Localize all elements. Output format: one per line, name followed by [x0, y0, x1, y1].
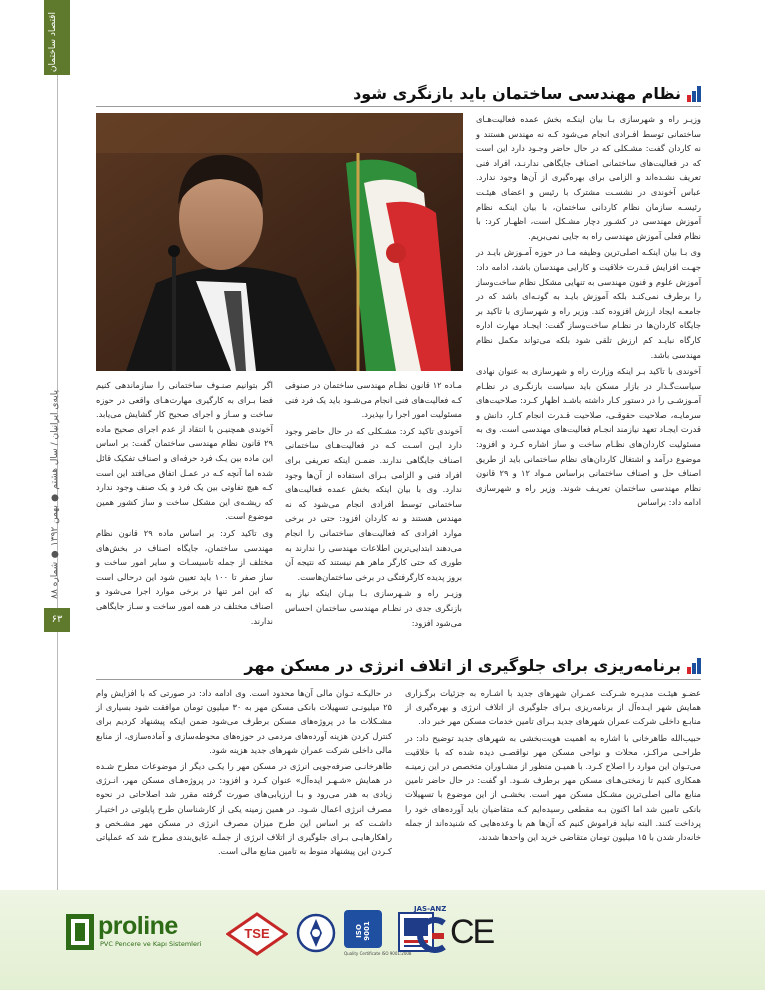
tse-logo: [226, 912, 288, 956]
standard-emblem: [296, 912, 336, 958]
article2-column-left: [96, 686, 392, 860]
paragraph: عضـو هیئـت مدیـره شـرکت عمـران شهرهای جدید با اشـاره به جزئیات برگـزاری همایش شهر ایـده‌آل از برنامه‌ریزی بـرای جلوگیری از اتلاف انرژی و بهره‌گیری از منابـع داخلی شرکت عمران شهرهای جدید بـرای تامین خدمات مسکن مهر خبر داد.: [405, 688, 701, 727]
issue-info: پایه‌ی ایرانیان / سال هشتم ● بهمن ۱۳۹۲ ● شماره ۸۸: [50, 390, 60, 599]
paragraph: وی تاکید کرد: بر اساس ماده ۲۹ قانون نظام مهندسی ساختمان، جایگاه اصناف در بخش‌های مختلف از جمله تاسیسـات و سایر امور ساخت و ساز صفر تا ۱۰۰ باید تعیین شود این درحالی است که این امر تنها در برخی موارد اجرا می‌شود و اصناف مختلف در همه امور ساخت و سـاز جایگاهی ندارند.: [96, 527, 273, 626]
article1-headline: [353, 84, 701, 103]
bar-chart-icon: [687, 86, 701, 102]
iso-caption: Quality Certificate ISO 9001:2008: [344, 951, 412, 956]
paragraph: طاهرخانـی صرفه‌جویی انرژی در مسکن مهر را یکـی دیگر از موضوعات مطرح شـده در همایش «شـهـر ایده‌آل» عنوان کـرد و افزود: در پروژه‌هـای مسکن مهر، انـرژی زیادی به هدر می‌رود و بـا ارزیابی‌های صورت گرفته مقرر شد اصلاحاتی در نحوه مصرف انرژی اعمال شـود. در همین زمینه یکی از کارشناسان طرح پایلوتی در اختیـار داشـت که بر اساس این طرح میزان مصرف انرژی در مسکن مهر مشـخص و راهکارهایـی بـرای جلوگیری از اتلاف انرژی از جملـه عایق‌بندی مطرح شد که عملیاتی کـردن این پیشنهاد منوط به تامین منابع مالی است.: [96, 761, 392, 857]
paragraph: وزیـر راه و شهرسازی بـا بیان اینکـه بخش عمده فعالیت‌هـای ساختمانی توسط افـرادی انجام می‌شود کـه نه مهندس هستند و نه کاردان گفت: مشـکلی که در حال حاضر وجـود دارد این است که در فعالیت‌های ساختمانی اصناف جایگاهی ندارنـد، افراد فنی تعریف نشـده‌اند و الزامی برای بهره‌گیری از آن‌ها وجود ندارد. عباس آخوندی در نشسـت مشترک با رئیس و اعضای هیئـت رئیسـه سازمان نظام کاردانی ساختمان، با بیان اینکـه نظام آموزش مهندسی در کشـور دچار مشـکل است، اظهـار کرد: با نظام فعلی آموزش مهندسی راه به جایی نمی‌بریم.: [476, 114, 701, 241]
jas-anz-logo: [408, 905, 456, 960]
minister-photo: [96, 113, 463, 371]
paragraph: مـاده ۱۲ قانون نظـام مهندسی ساختمان در صنوفی کـه فعالیت‌های فنی انجام می‌شـود باید یک فرد فنی مسئولیت امور اجرا را بپذیرد.: [285, 380, 462, 420]
section-tab: [44, 0, 70, 75]
bar-chart-icon: [687, 658, 701, 674]
paragraph: وی بـا بیان اینکـه اصلی‌ترین وظیفه مـا در حوزه آمـوزش بایـد در جهـت افزایش قـدرت خلاقیت و کارایی مهندسان باشد، ادامه داد: آموزش علوم و فنون مهندسی به تنهایی مشکل نظام ساخت‌وساز را برطرف نمی‌کنـد بلکه آموزش بایـد به گونـه‌ای باشد که در جامعـه ایجاد ارزش افزوده کند. وزیر راه و شهرسازی با تاکید بر جایگاه کاردان‌ها در نظـام ساخت‌وساز گفت: ایجـاد مهارت اداره کارگاه نبایـد کم ارزش تلقی شود بلکه می‌تواند مکمل نظام مهندسی باشد.: [476, 247, 701, 360]
proline-tagline: PVC Pencere ve Kapı Sistemleri: [100, 940, 202, 948]
paragraph: آخوندی تاکید کرد: مشـکلی که در حال حاضر وجود دارد ایـن اسـت کـه در فعالیت‌هـای ساختمانی اصناف جایگاهی ندارند. ضمـن اینکه تعریفی برای افراد فنی و الزامی بـرای استفاده از آن‌ها وجود ندارد. وی با بیان اینکه بخش عمده فعالیت‌های ساختمانی توسط افرادی انجام می‌شود که نه مهندس هستند و نه کاردان افزود: حتی در برخی موارد افرادی که فعالیت‌های ساختمانی را انجام می‌دهند ابتدایی‌ترین اطلاعات مهندسی را ندارند به طوری که حتی کارگر ماهر هم نیستند که نتیجه آن بروز پدیده کارگرفتگی در برخی ساختمان‌هاست.: [285, 425, 462, 582]
paragraph: وزیـر راه و شـهرسازی بـا بیـان اینکه نیاز به بازنگری جدی در نظـام مهندسی ساختمان احساس می‌شود افزود:: [285, 588, 462, 628]
proline-logo: [66, 912, 206, 952]
article1-title: نظام مهندسی ساختمان باید بازنگری شود: [353, 84, 681, 103]
article1-column-left: [96, 378, 273, 630]
article2-column-right: [405, 686, 701, 846]
article2-headline: [244, 656, 701, 675]
section-tab-label: اقتصاد ساختمان: [48, 12, 58, 73]
ce-mark: CE: [450, 913, 494, 951]
ce-logo: [450, 912, 493, 952]
proline-emblem-icon: [66, 914, 94, 950]
tse-label: TSE: [244, 926, 270, 941]
proline-wordmark: proline: [98, 912, 178, 940]
paragraph: آخوندی با تاکید بـر اینکه وزارت راه و شهرسازی به عنوان نهادی سیاست‌گـذار در بازار مسکن باید سیاست بازنگـری در نظـام آمـوزشـی را در دستور کـار داشته باشـد اظهار کـرد: صلاحیت‌های سرمایـه، صلاحیت حقوقـی، صلاحیت قـدرت انجام کـار، دانش و قدرت ایجـاد تعهد نیازمند انجـام فعالیت‌های مهندسی است. وی به مسئولیت کاردان‌های نظـام ساخت و ساز اشاره کـرد و افزود: موضوع درآمد و اشتغال کاردان‌های نظام ساختمانی باید از طریق اصناف حل و اصناف ساختمانی براساس مـواد ۱۲ و ۲۹ قانون نظام مهندسی ساختمان تعریـف شوند. وزیر راه و شهرسازی ادامه داد: براساس: [476, 366, 701, 508]
iso-logo: [344, 910, 412, 962]
iso-label: ISO 9001: [355, 921, 371, 941]
paragraph: در حالیکـه تـوان مالی آن‌ها محدود است. وی ادامه داد: در صورتی که با افزایش وام ۲۵ میلیونـی تسهیلات بانکی مسکن مهر به ۳۰ میلیون تومان موافقت شود بسیاری از مشـکلات ما در پروژه‌های مسکن برطرف می‌شود ضمن اینکه پیشنهاد کردیم برای کنترل کردن هزینه آورده‌های مردمی در حوزه‌های محوطه‌سازی و آماده‌سازی، از منابع مالی داخلی شرکت عمران شهرهای جدید هزینه شود.: [96, 688, 392, 755]
article1-column-middle: [285, 378, 462, 632]
article2-title: برنامه‌ریزی برای جلوگیری از اتلاف انرژی در مسکن مهر: [244, 656, 681, 675]
jas-anz-mark-icon: [414, 915, 454, 955]
headline-rule: [96, 679, 701, 680]
paragraph: اگر بتوانیم صنـوف ساختمانی را سازماندهی کنیم فضا بـرای به کارگیری مهارت‌هـای واقعی در حوزه ساخت و سـاز و اجرای صحیح کار گشایش می‌یابد. آخوندی همچنیـن با انتقاد از عدم اجرای صحیح ماده ۲۹ قانون نظام مهندسی ساختمان گفت: بر اساس این ماده بین یـک فرد حرفه‌ای و اصناف تفکیک قائل شده اما آنچه کـه در عمـل اتفاق می‌افتد این است کـه هیچ تفاوتی بین یک فرد و یک صنف وجود ندارد که ریشـه‌ی این مشکل ساخت و ساز کشور همین موضوع است.: [96, 380, 273, 522]
photo-illustration: [96, 113, 463, 371]
page-number: ۶۳: [44, 608, 70, 632]
standard-emblem-icon: [296, 912, 336, 954]
paragraph: حبیب‌الله طاهرخانی با اشاره به اهمیت هویت‌بخشی به شهرهای جدید توضیح داد: در طراحـی مراکـز، محلات و نواحی مسکن مهر نواقصـی دیده شده که با خلاقیت می‌تـوان این موارد را اصلاح کـرد. با همیـن منظور از مشـاوران متخصص در این زمینـه همکاری کنیم تا زمختی‌هـای مسکن مهر برطرف شـود. او گفت: در حال حاضر تامین منابع مالی اصلی‌ترین مشـکل مسکن مهر است. بخشـی از این موضوع با تسهیلات بانکی تامین شد اما اکنون بـه مقطعی رسیده‌ایم کـه متقاضیان باید آورده‌های خود را پرداخت کنند. البته نباید فراموش کنیم که آن‌ها هم با وعده‌هایی که شنیده‌اند از جمله خانه‌دار شدن با ۱۵ میلیون تومان متقاضی خرید این واحدها شدند،: [405, 732, 701, 843]
headline-rule: [96, 106, 701, 107]
article1-column-right: [476, 112, 701, 512]
jas-anz-label: JAS-ANZ: [414, 905, 447, 913]
